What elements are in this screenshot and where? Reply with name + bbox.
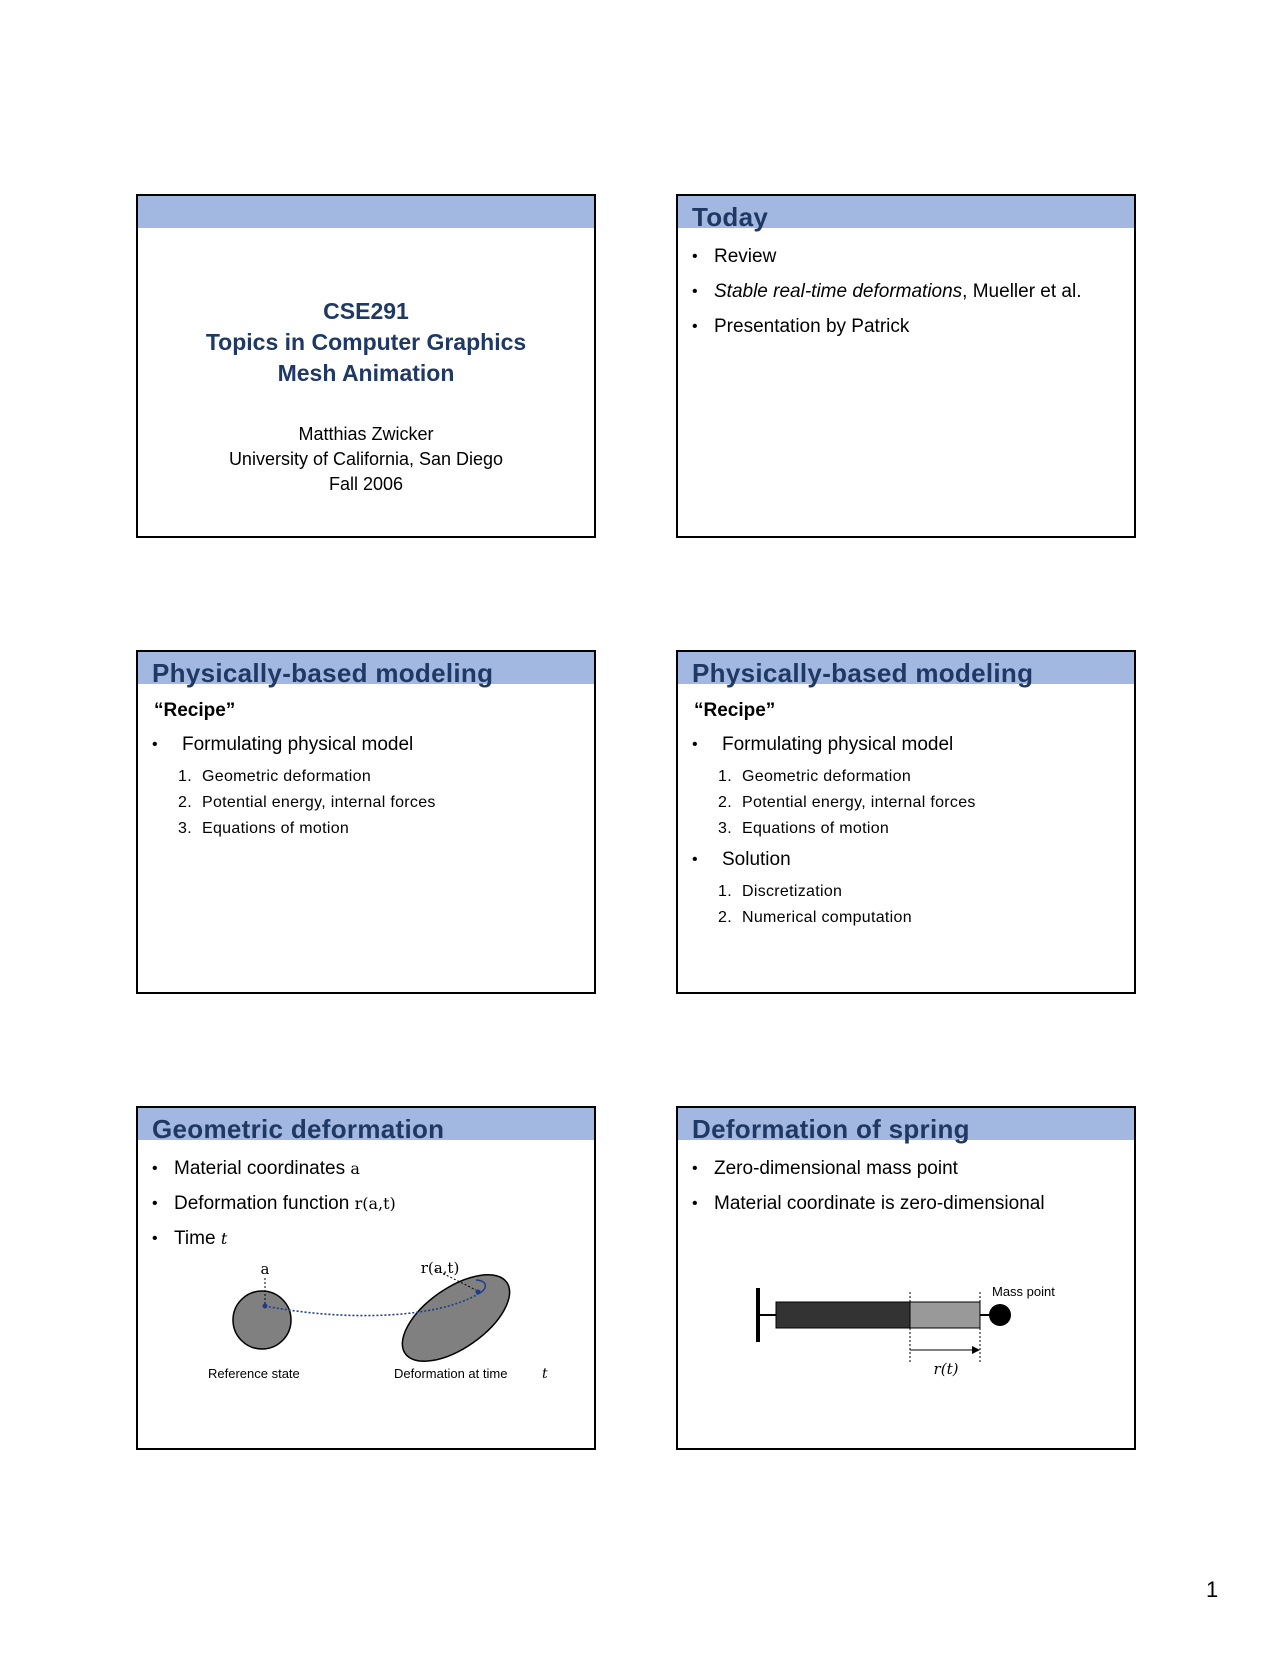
numbered-item: 2. Potential energy, internal forces bbox=[718, 794, 976, 811]
mass-point bbox=[989, 1304, 1011, 1326]
label-mass-point: Mass point bbox=[992, 1284, 1055, 1299]
slide-physically-based-modeling-1 bbox=[136, 650, 596, 994]
cover-author-block bbox=[138, 422, 594, 497]
recipe-heading: “Recipe” bbox=[694, 700, 776, 721]
label-reference-state: Reference state bbox=[208, 1366, 300, 1381]
spring-figure bbox=[678, 1268, 1134, 1398]
bullet-item: • Stable real-time deformations, Mueller et al. bbox=[692, 281, 1082, 302]
slide-title: Geometric deformation bbox=[152, 1114, 445, 1144]
slide-title: Today bbox=[692, 202, 769, 232]
math-a: a bbox=[350, 1159, 360, 1178]
page-number: 1 bbox=[1206, 1577, 1219, 1602]
numbered-item: 2. Numerical computation bbox=[718, 909, 912, 926]
slide-deformation-of-spring bbox=[676, 1106, 1136, 1450]
label-deformation-at-time: Deformation at time bbox=[394, 1366, 508, 1381]
material-point bbox=[263, 1304, 268, 1309]
label-rat: r(a,t) bbox=[420, 1259, 460, 1278]
cover-title bbox=[138, 296, 594, 389]
affiliation: University of California, San Diego bbox=[228, 449, 504, 469]
arrow-head bbox=[972, 1346, 980, 1354]
bullet-item: • Material coordinates a bbox=[152, 1158, 360, 1179]
numbered-item: 3. Equations of motion bbox=[178, 820, 350, 837]
slide-today bbox=[676, 194, 1136, 538]
numbered-item: 3. Equations of motion bbox=[718, 820, 890, 837]
bullet-item: • Material coordinate is zero-dimensional bbox=[692, 1193, 1045, 1214]
bullet-item: • Zero-dimensional mass point bbox=[692, 1158, 958, 1179]
slide-physically-based-modeling-2 bbox=[676, 650, 1136, 994]
title-bar bbox=[138, 196, 594, 228]
bullet-item: • Solution bbox=[692, 849, 791, 870]
lecture-subtitle: Mesh Animation bbox=[277, 360, 455, 386]
deformation-figure bbox=[138, 1256, 594, 1406]
numbered-item: 2. Potential energy, internal forces bbox=[178, 794, 436, 811]
deformed-point bbox=[476, 1290, 481, 1295]
course-topic: Topics in Computer Graphics bbox=[205, 329, 527, 355]
course-code: CSE291 bbox=[323, 298, 409, 324]
slide-title: Physically-based modeling bbox=[692, 658, 1034, 688]
bullet-item: • Formulating physical model bbox=[152, 734, 414, 755]
bullet-item: • Formulating physical model bbox=[692, 734, 954, 755]
bullet-item: • Review bbox=[692, 246, 777, 267]
author-name: Matthias Zwicker bbox=[298, 424, 434, 444]
math-t: t bbox=[220, 1229, 228, 1248]
slide-title: Deformation of spring bbox=[692, 1114, 970, 1144]
label-rt: r(t) bbox=[933, 1360, 959, 1378]
numbered-item: 1. Discretization bbox=[718, 883, 843, 900]
slide-cover bbox=[136, 194, 596, 538]
slide-title: Physically-based modeling bbox=[152, 658, 494, 688]
numbered-item: 1. Geometric deformation bbox=[178, 768, 372, 785]
label-time-t: t bbox=[542, 1366, 548, 1382]
spring-rest-segment bbox=[776, 1302, 910, 1328]
bullet-item: • Deformation function r(a,t) bbox=[152, 1193, 396, 1214]
numbered-item: 1. Geometric deformation bbox=[718, 768, 912, 785]
paper-title: Stable real-time deformations bbox=[714, 281, 963, 302]
recipe-heading: “Recipe” bbox=[154, 700, 236, 721]
math-rat: r(a,t) bbox=[354, 1194, 396, 1213]
reference-circle bbox=[233, 1291, 291, 1349]
slide-geometric-deformation bbox=[136, 1106, 596, 1450]
bullet-item: • Time t bbox=[152, 1228, 228, 1249]
bullet-item: • Presentation by Patrick bbox=[692, 316, 910, 337]
term: Fall 2006 bbox=[328, 474, 404, 494]
spring-stretch-segment bbox=[910, 1302, 980, 1328]
label-a: a bbox=[260, 1260, 270, 1278]
